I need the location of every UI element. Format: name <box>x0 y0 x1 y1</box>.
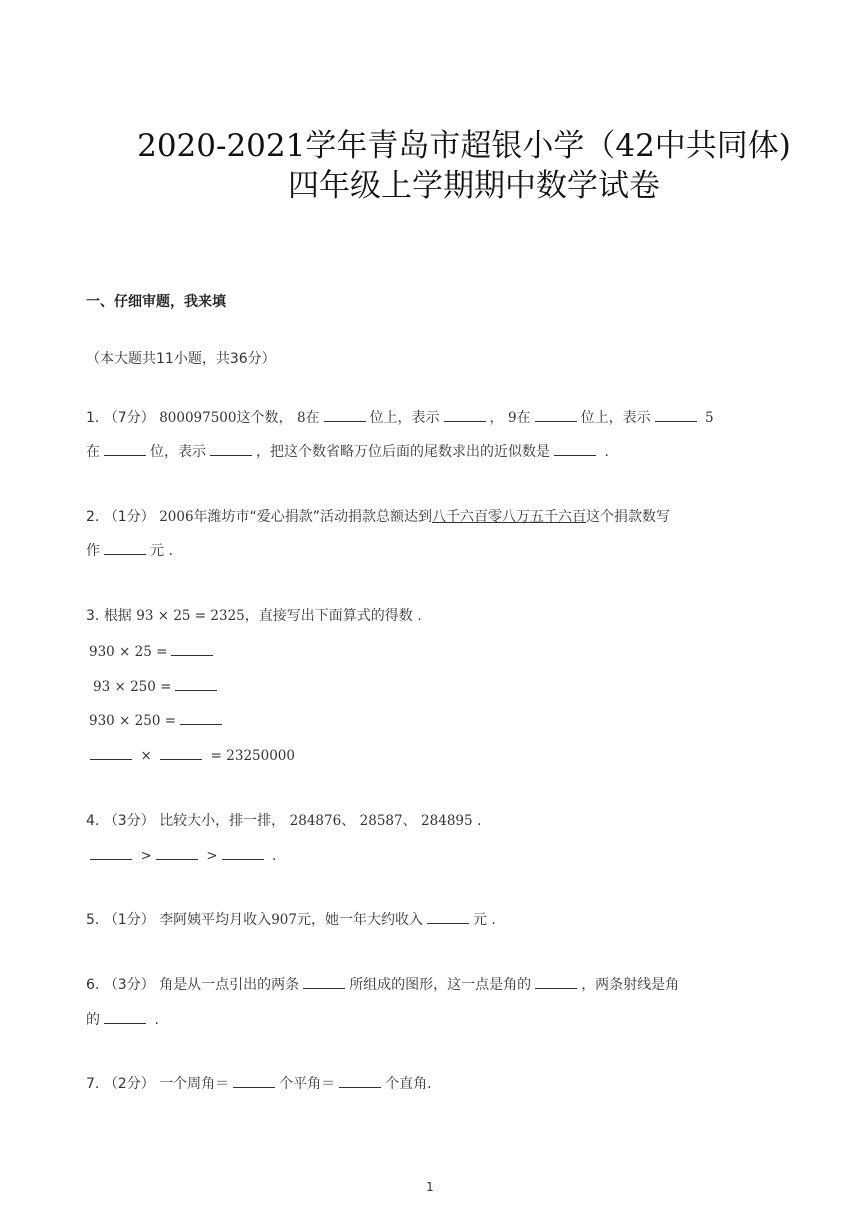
given-equation: 93 × 25 = 2325 <box>136 608 245 624</box>
question-text: ， <box>489 410 504 426</box>
question-text: 元 . <box>150 543 173 559</box>
question-number: 5. <box>86 912 100 928</box>
answer-blank[interactable] <box>535 976 577 989</box>
expression-text: 93 × 250 = <box>93 679 172 695</box>
answer-blank[interactable] <box>303 976 345 989</box>
question-number: 7. <box>86 1076 100 1092</box>
expression-4 <box>86 746 295 766</box>
question-text: 这个数， <box>236 410 293 426</box>
answer-blank[interactable] <box>90 747 132 760</box>
question-text: ，直接写出下面算式的得数 . <box>244 608 422 624</box>
answer-blank[interactable] <box>535 409 577 422</box>
question-text: 个直角. <box>385 1076 432 1092</box>
expression-3 <box>89 711 226 731</box>
number-value: 28587 <box>359 813 403 829</box>
number-value: 284876 <box>289 813 342 829</box>
year-value: 2006 <box>159 509 194 525</box>
question-score: （3分） <box>103 813 155 829</box>
digit: 9 <box>508 410 517 426</box>
question-text: 在 <box>86 444 100 460</box>
question-number: 3. <box>86 608 100 624</box>
answer-blank[interactable] <box>339 1075 381 1088</box>
number-value: 800097500 <box>159 410 237 426</box>
question-4-line2 <box>86 846 276 866</box>
underlined-amount: 八千六百零八万五千六百 <box>432 509 587 525</box>
question-2-line1 <box>86 507 670 527</box>
question-text: ，把这个数省略万位后面的尾数求出的近似数是 <box>256 444 550 460</box>
answer-blank[interactable] <box>160 747 202 760</box>
question-number: 2. <box>86 509 100 525</box>
answer-blank[interactable] <box>222 847 264 860</box>
document-title-line1: 2020-2021学年青岛市超银小学（42中共同体) <box>137 128 791 164</box>
expression-text: 930 × 25 = <box>89 644 168 660</box>
question-text: . <box>154 1012 159 1028</box>
question-score: （3分） <box>103 977 155 993</box>
expression-1 <box>89 642 217 662</box>
question-text: 一个周角＝ <box>159 1076 230 1092</box>
question-1-line1 <box>86 408 714 428</box>
question-text: 个平角＝ <box>279 1076 336 1092</box>
answer-blank[interactable] <box>655 409 697 422</box>
section-subtitle: （本大题共11小题，共36分） <box>86 351 276 367</box>
question-text: 作 <box>86 543 100 559</box>
page-number: 1 <box>426 1180 434 1194</box>
question-score: （7分） <box>103 410 155 426</box>
question-text: 位上，表示 <box>580 410 651 426</box>
question-text: 角是从一点引出的两条 <box>159 977 300 993</box>
answer-blank[interactable] <box>171 643 213 656</box>
separator: 、 <box>341 813 356 829</box>
question-score: （2分） <box>103 1076 155 1092</box>
section-heading: 一、仔细审题，我来填 <box>86 294 226 310</box>
question-text: 位，表示 <box>150 444 206 460</box>
document-title-line2: 四年级上学期期中数学试卷 <box>288 168 660 204</box>
question-text: . <box>477 813 482 829</box>
answer-blank[interactable] <box>554 443 596 456</box>
question-text: 年潍坊市“爱心捐款”活动捐款总额达到 <box>193 509 433 525</box>
answer-blank[interactable] <box>104 443 146 456</box>
answer-blank[interactable] <box>156 847 198 860</box>
question-text: 位上，表示 <box>369 410 440 426</box>
question-number: 4. <box>86 813 100 829</box>
times-sign: × <box>140 748 152 764</box>
question-4-line1 <box>86 811 482 831</box>
question-text: 这个捐款数写 <box>586 509 671 525</box>
question-score: （1分） <box>103 912 155 928</box>
question-text: . <box>604 444 609 460</box>
question-3-line1 <box>86 606 422 626</box>
answer-blank[interactable] <box>427 911 469 924</box>
number-value: 284895 <box>421 813 473 829</box>
number-value: 907 <box>271 912 297 928</box>
question-text: . <box>271 848 277 864</box>
question-text: 元，她一年大约收入 <box>296 912 423 928</box>
answer-blank[interactable] <box>180 712 222 725</box>
question-number: 6. <box>86 977 100 993</box>
question-2-line2 <box>86 541 173 561</box>
question-text: 比较大小，排一排， <box>159 813 286 829</box>
answer-blank[interactable] <box>444 409 486 422</box>
question-score: （1分） <box>103 509 155 525</box>
answer-blank[interactable] <box>90 847 132 860</box>
expression-2 <box>93 677 221 697</box>
question-text: 所组成的图形，这一点是角的 <box>349 977 532 993</box>
answer-blank[interactable] <box>324 409 366 422</box>
answer-blank[interactable] <box>175 678 217 691</box>
digit: 8 <box>296 410 306 426</box>
expression-text: 930 × 250 = <box>89 713 177 729</box>
greater-than-sign: > <box>206 848 218 864</box>
question-text: 根据 <box>103 608 132 624</box>
digit: 5 <box>705 410 714 426</box>
question-text: 在 <box>516 410 531 426</box>
question-6-line2 <box>86 1010 159 1030</box>
answer-blank[interactable] <box>233 1075 275 1088</box>
answer-blank[interactable] <box>104 1011 146 1024</box>
question-text: 在 <box>305 410 320 426</box>
question-number: 1. <box>86 410 100 426</box>
question-text: 元 . <box>472 912 496 928</box>
question-7 <box>86 1074 432 1094</box>
answer-blank[interactable] <box>210 443 252 456</box>
question-6-line1 <box>86 975 679 995</box>
separator: 、 <box>402 813 417 829</box>
question-1-line2 <box>86 442 609 462</box>
greater-than-sign: > <box>140 848 152 864</box>
question-text: ，两条射线是角 <box>581 977 680 993</box>
question-text: 李阿姨平均月收入 <box>159 912 272 928</box>
question-text: 的 <box>86 1012 100 1028</box>
question-5 <box>86 910 496 930</box>
expression-text: = 23250000 <box>210 748 295 764</box>
answer-blank[interactable] <box>104 542 146 555</box>
